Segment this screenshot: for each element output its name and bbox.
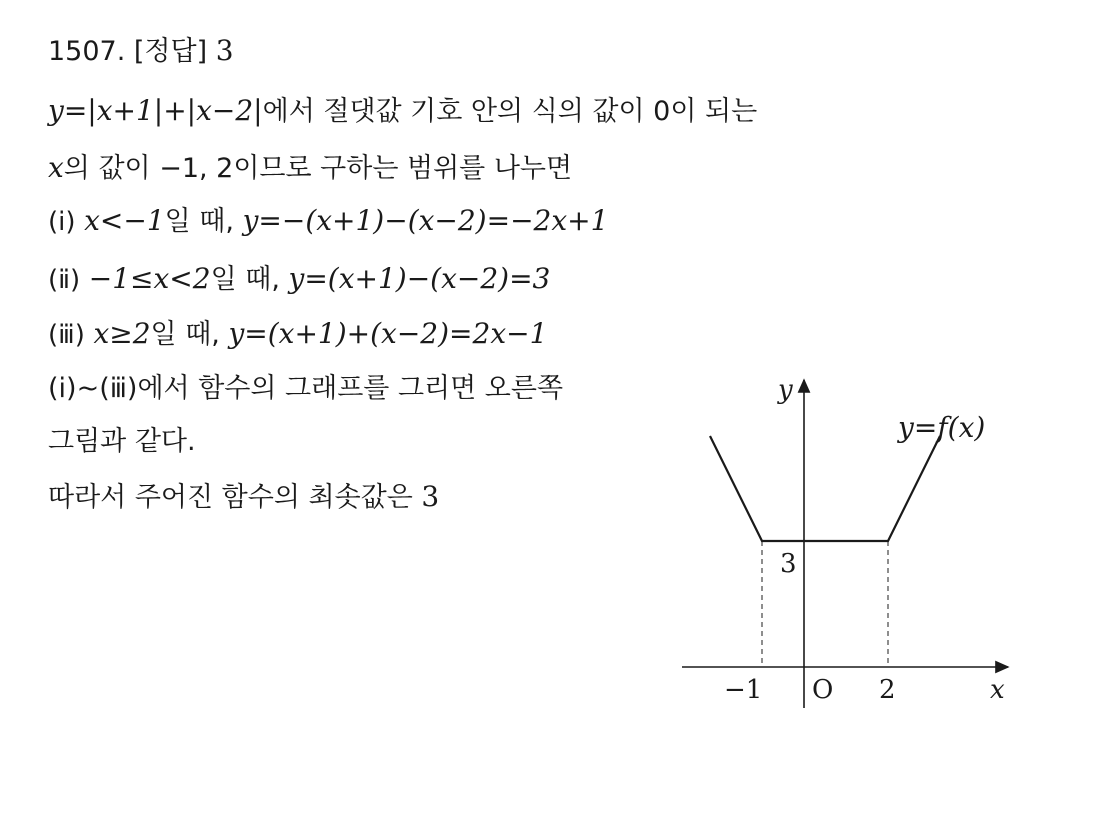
origin-label: O xyxy=(812,675,834,705)
function-curve xyxy=(710,436,940,541)
problem-number: 1507. xyxy=(48,36,126,67)
case-label: (ⅰ) xyxy=(48,207,76,237)
function-graph xyxy=(670,370,1030,730)
x-tick-label-2: 2 xyxy=(879,675,896,705)
explanation-text-2: 의 값이 −1, 2이므로 구하는 범위를 나누면 xyxy=(63,153,573,184)
conclusion-line-1 xyxy=(48,372,563,406)
explanation-text-1: 에서 절댓값 기호 안의 식의 값이 0이 되는 xyxy=(262,96,758,127)
conclusion-line-2 xyxy=(48,425,196,459)
case-when: 일 때, xyxy=(164,206,234,237)
case-when: 일 때, xyxy=(150,319,220,350)
case-2 xyxy=(48,262,550,297)
case-condition: −1≤x<2 xyxy=(88,262,211,295)
y-value-label: 3 xyxy=(780,549,797,579)
explanation-line-2 xyxy=(48,151,572,186)
case-label: (ⅱ) xyxy=(48,265,81,295)
answer-value: 3 xyxy=(215,34,234,67)
absolute-value-expression: y=|x+1|+|x−2| xyxy=(48,94,263,127)
final-line xyxy=(48,480,439,515)
variable-x: x xyxy=(48,151,64,184)
case-condition: x<−1 xyxy=(84,204,165,237)
heading-line xyxy=(48,34,234,69)
y-axis-label: y xyxy=(778,375,793,405)
explanation-line-1 xyxy=(48,94,757,129)
case-equation: y=(x+1)−(x−2)=3 xyxy=(288,262,551,295)
case-equation: y=−(x+1)−(x−2)=−2x+1 xyxy=(242,204,609,237)
conclusion-text-2: 그림과 같다. xyxy=(48,426,196,457)
case-3 xyxy=(48,317,547,352)
curve-label: y=f(x) xyxy=(898,411,986,444)
conclusion-text-1: (ⅰ)~(ⅲ)에서 함수의 그래프를 그리면 오른쪽 xyxy=(48,373,564,404)
case-equation: y=(x+1)+(x−2)=2x−1 xyxy=(228,317,548,350)
case-when: 일 때, xyxy=(210,264,280,295)
case-label: (ⅲ) xyxy=(48,320,85,350)
case-condition: x≥2 xyxy=(93,317,151,350)
case-1 xyxy=(48,204,608,239)
minimum-value: 3 xyxy=(421,480,440,513)
final-text: 따라서 주어진 함수의 최솟값은 xyxy=(48,482,413,513)
x-axis-label: x xyxy=(990,675,1005,705)
answer-label: [정답] xyxy=(133,36,208,67)
x-tick-label-neg1: −1 xyxy=(724,675,763,705)
